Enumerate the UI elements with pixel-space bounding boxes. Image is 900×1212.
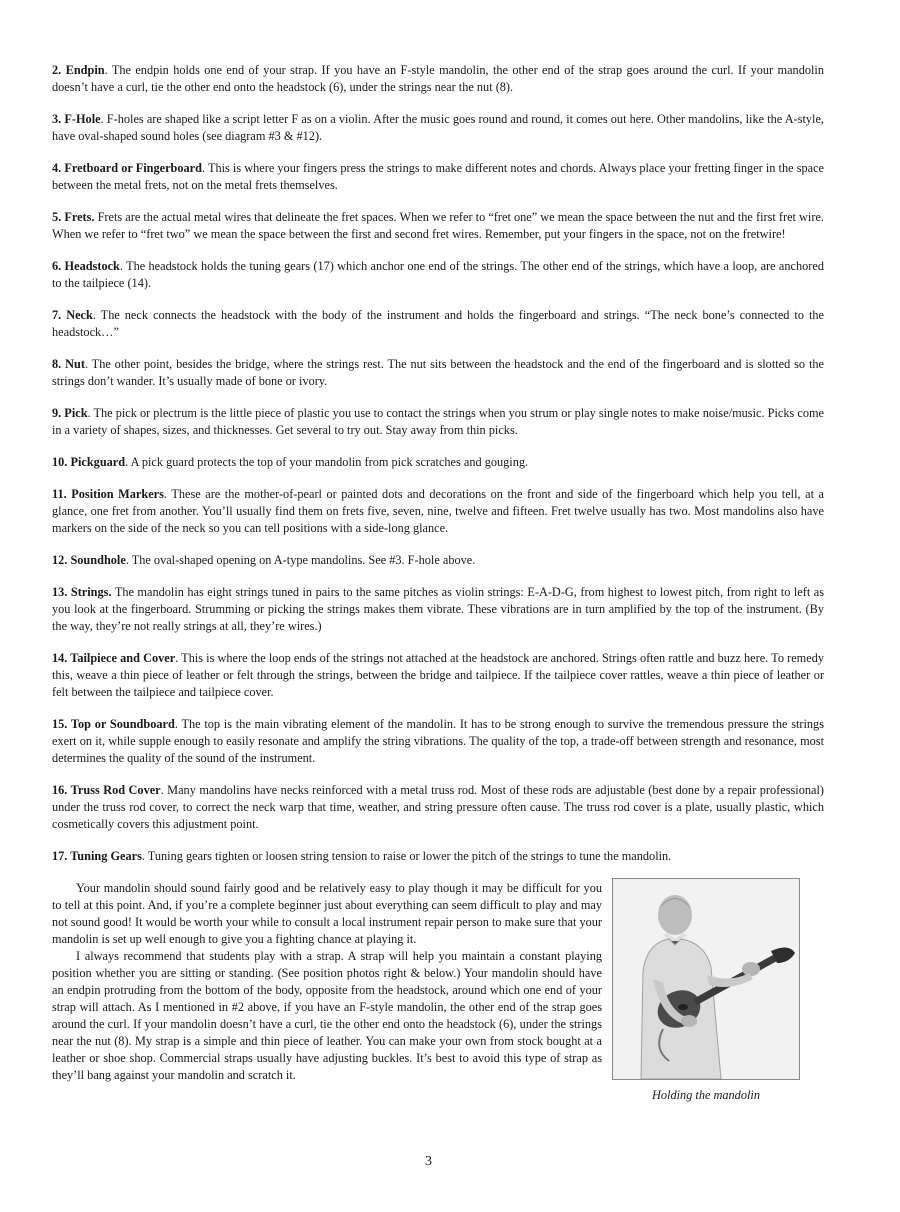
- glossary-item-truss-rod-cover: [52, 782, 824, 833]
- body-section: [52, 880, 824, 1140]
- glossary-definition: . This is where your fingers press the strings to make different notes and chords. Always place your fretting finger in the space between the metal frets, not on the metal frets themselves.: [52, 161, 825, 192]
- body-paragraph: Your mandolin should sound fairly good and be relatively easy to play though it may be difficult for you to tell at this point. And, if you’re a complete beginner just about everything can seem difficult to play and may not sound good! It would be worth your while to consult a local instrument repair person to make sure that your mandolin is set up well enough to give you a fighting chance at playing it.: [52, 881, 602, 946]
- glossary-item-tuning-gears: [52, 848, 824, 865]
- glossary-term: 3. F-Hole: [52, 112, 101, 126]
- glossary-item-tailpiece: [52, 650, 824, 701]
- glossary-item-soundhole: [52, 552, 824, 569]
- glossary-definition: . The other point, besides the bridge, where the strings rest. The nut sits between the headstock and the end of the fingerboard and is slotted so the strings don’t wander. It’s usually made of bone or ivory.: [52, 357, 824, 388]
- mandolin-player-photo: [612, 878, 800, 1080]
- document-page: [52, 62, 824, 1192]
- glossary-definition: . The top is the main vibrating element of the mandolin. It has to be strong enough to survive the tremendous pressure the strings exert on it, while supple enough to easily resonate and amplify the string vibrations. The quality of the top, a trade-off between strength and resonance, most determines the quality of the sound of the instrument.: [52, 717, 824, 765]
- glossary-definition: . F-holes are shaped like a script letter F as on a violin. After the music goes round and round, it comes out here. Other mandolins, like the A-style, have oval-shaped sound holes (see diagram #3 & #12).: [52, 112, 824, 143]
- glossary-definition: . Tuning gears tighten or loosen string tension to raise or lower the pitch of the strings to tune the mandolin.: [141, 849, 672, 863]
- glossary-term: 13. Strings.: [52, 585, 112, 599]
- glossary-term: 2. Endpin: [52, 63, 105, 77]
- body-paragraph: I always recommend that students play with a strap. A strap will help you maintain a constant playing position whether you are sitting or standing. (See position photos right & below.) Your mandolin should have an endpin protruding from the bottom of the body, opposite from the headstock, around which one end of your strap will attach. As I mentioned in #2 above, if you have an F-style mandolin, the other end of the strap goes around the curl. If your mandolin doesn’t have a curl, tie the other end onto the headstock (6), under the strings near the nut (8). My strap is a simple and thin piece of leather. You can make your own from stock bought at a leather or shoe shop. Commercial straps usually have adjusting buckles. It’s best to avoid this type of strap as they’ll bang against your mandolin and scratch it.: [52, 949, 602, 1082]
- glossary-item-top: [52, 716, 824, 767]
- glossary-term: 4. Fretboard or Fingerboard: [52, 161, 202, 175]
- photo-caption: Holding the mandolin: [652, 1088, 760, 1102]
- glossary-term: 5. Frets.: [52, 210, 95, 224]
- glossary-definition: . These are the mother-of-pearl or painted dots and decorations on the front and side of the fingerboard which help you tell, at a glance, one fret from another. You’ll usually find them on frets five, seven, nine, twelve and fifteen. Fret twelve usually has two. Most mandolins also have markers on the side of the neck so you can tell positions with a side-long glance.: [52, 487, 824, 535]
- glossary-definition: . The neck connects the headstock with the body of the instrument and holds the fingerboard and strings. “The neck bone’s connected to the headstock…”: [52, 308, 824, 339]
- photo-figure: [612, 878, 800, 1103]
- glossary-term: 6. Headstock: [52, 259, 120, 273]
- glossary-item-pickguard: [52, 454, 824, 471]
- glossary-term: 17. Tuning Gears: [52, 849, 142, 863]
- glossary-item-position-markers: [52, 486, 824, 537]
- glossary-item-fretboard: [52, 160, 824, 194]
- glossary-term: 11. Position Markers: [52, 487, 164, 501]
- page-number: 3: [425, 1154, 432, 1169]
- glossary-definition: . The pick or plectrum is the little piece of plastic you use to contact the strings when you strum or play single notes to make noise/music. Picks come in a variety of shapes, sizes, and thicknesses. Get several to try out. Stay away from thin picks.: [52, 406, 824, 437]
- glossary-item-headstock: [52, 258, 824, 292]
- glossary-definition: . A pick guard protects the top of your mandolin from pick scratches and gouging.: [125, 455, 529, 469]
- glossary-term: 14. Tailpiece and Cover: [52, 651, 176, 665]
- glossary-definition: Frets are the actual metal wires that delineate the fret spaces. When we refer to “fret one” we mean the space between the nut and the first fret wire. When we refer to “fret two” we mean the space between the first and second fret wires. Remember, put your fingers in the space, not on the fretwire!: [52, 210, 824, 241]
- glossary-definition: . This is where the loop ends of the strings not attached at the headstock are anchored. Strings often rattle and buzz here. To remedy this, weave a thin piece of leather or felt through the strings, between the bridge and tailpiece. If the tailpiece cover rattles, weave a thin piece of leather or felt between the tailpiece and tailpiece cover.: [52, 651, 824, 699]
- glossary-item-pick: [52, 405, 824, 439]
- glossary-definition: The mandolin has eight strings tuned in pairs to the same pitches as violin strings: E-A-D-G, from highest to lowest pitch, from right to left as you look at the fingerboard. Strumming or picking the strings makes them vibrate. These vibrations are in turn amplified by the top of the instrument. (By the way, they’re not really strings at all, they’re wires.): [52, 585, 824, 633]
- glossary-term: 15. Top or Soundboard: [52, 717, 175, 731]
- glossary-term: 8. Nut: [52, 357, 85, 371]
- glossary-definition: . Many mandolins have necks reinforced with a metal truss rod. Most of these rods are adjustable (best done by a repair professional) under the truss rod cover, to correct the neck warp that time, weather, and string pressure often cause. The truss rod cover is a plate, usually plastic, which cosmetically covers this adjustment point.: [52, 783, 824, 831]
- glossary-term: 16. Truss Rod Cover: [52, 783, 161, 797]
- glossary-definition: . The endpin holds one end of your strap. If you have an F-style mandolin, the other end of the strap goes around the curl. If your mandolin doesn’t have a curl, tie the other end onto the headstock (6), under the strings near the nut (8).: [52, 63, 824, 94]
- glossary-item-frets: [52, 209, 824, 243]
- glossary-term: 9. Pick: [52, 406, 88, 420]
- body-text: [52, 880, 602, 1084]
- glossary-item-nut: [52, 356, 824, 390]
- glossary-item-endpin: [52, 62, 824, 96]
- glossary-item-neck: [52, 307, 824, 341]
- glossary-term: 12. Soundhole: [52, 553, 126, 567]
- glossary-definition: . The headstock holds the tuning gears (17) which anchor one end of the strings. The other end of the strings, which have a loop, are anchored to the tailpiece (14).: [52, 259, 824, 290]
- glossary-term: 10. Pickguard: [52, 455, 126, 469]
- glossary-term: 7. Neck: [52, 308, 93, 322]
- glossary-item-strings: [52, 584, 824, 635]
- glossary-item-f-hole: [52, 111, 824, 145]
- glossary-definition: . The oval-shaped opening on A-type mandolins. See #3. F-hole above.: [125, 553, 476, 567]
- parts-glossary: [52, 62, 824, 865]
